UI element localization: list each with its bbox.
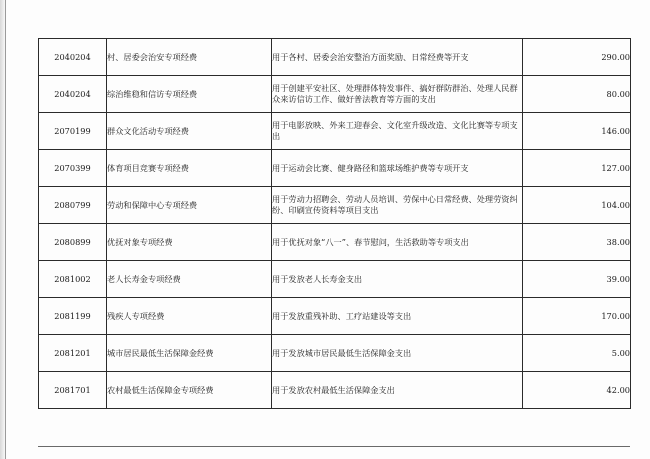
table-bottom-rule xyxy=(38,446,630,447)
item-code: 2081002 xyxy=(39,261,107,298)
item-description: 用于运动会比赛、健身路径和篮球场维护费等专项开支 xyxy=(272,150,523,187)
table-row xyxy=(39,335,631,372)
item-description: 用于优抚对象“八一”、春节慰问，生活救助等专项支出 xyxy=(272,224,523,261)
item-name: 残疾人专项经费 xyxy=(107,298,272,335)
item-amount: 290.00 xyxy=(523,39,631,76)
item-name: 体育项目竞赛专项经费 xyxy=(107,150,272,187)
item-description: 用于劳动力招聘会、劳动人员培训、劳保中心日常经费、处理劳资纠纷、印刷宣传资料等项目支出 xyxy=(272,187,523,224)
table-row xyxy=(39,113,631,150)
item-amount: 42.00 xyxy=(523,372,631,409)
item-code: 2080799 xyxy=(39,187,107,224)
item-description: 用于发放农村最低生活保障金支出 xyxy=(272,372,523,409)
item-name: 农村最低生活保障金专项经费 xyxy=(107,372,272,409)
table-row xyxy=(39,39,631,76)
item-description: 用于各村、居委会治安整治方面奖励、日常经费等开支 xyxy=(272,39,523,76)
item-code: 2040204 xyxy=(39,39,107,76)
item-description: 用于创建平安社区、处理群体特发事件、搞好群防群治、处理人民群众来访信访工作、做好普法教育等方面的支出 xyxy=(272,76,523,113)
item-code: 2040204 xyxy=(39,76,107,113)
item-amount: 38.00 xyxy=(523,224,631,261)
table-row xyxy=(39,187,631,224)
item-code: 2070199 xyxy=(39,113,107,150)
page-edge-line xyxy=(5,0,6,459)
item-description: 用于电影放映、外来工迎春会、文化室升级改造、文化比赛等专项支出 xyxy=(272,113,523,150)
budget-table-body xyxy=(39,39,631,409)
item-code: 2081701 xyxy=(39,372,107,409)
item-amount: 104.00 xyxy=(523,187,631,224)
item-name: 优抚对象专项经费 xyxy=(107,224,272,261)
item-description: 用于发放老人长寿金支出 xyxy=(272,261,523,298)
item-name: 老人长寿金专项经费 xyxy=(107,261,272,298)
item-name: 综治维稳和信访专项经费 xyxy=(107,76,272,113)
table-row xyxy=(39,150,631,187)
item-amount: 127.00 xyxy=(523,150,631,187)
item-name: 群众文化活动专项经费 xyxy=(107,113,272,150)
item-code: 2081201 xyxy=(39,335,107,372)
item-amount: 39.00 xyxy=(523,261,631,298)
item-amount: 80.00 xyxy=(523,76,631,113)
table-row xyxy=(39,224,631,261)
item-description: 用于发放城市居民最低生活保障金支出 xyxy=(272,335,523,372)
item-code: 2080899 xyxy=(39,224,107,261)
item-name: 城市居民最低生活保障金经费 xyxy=(107,335,272,372)
item-description: 用于发放重残补助、工疗站建设等支出 xyxy=(272,298,523,335)
item-amount: 146.00 xyxy=(523,113,631,150)
item-name: 劳动和保障中心专项经费 xyxy=(107,187,272,224)
item-amount: 5.00 xyxy=(523,335,631,372)
table-row xyxy=(39,298,631,335)
table-row xyxy=(39,261,631,298)
item-code: 2070399 xyxy=(39,150,107,187)
table-row xyxy=(39,76,631,113)
item-name: 村、居委会治安专项经费 xyxy=(107,39,272,76)
item-amount: 170.00 xyxy=(523,298,631,335)
table-row xyxy=(39,372,631,409)
budget-table xyxy=(38,38,631,409)
item-code: 2081199 xyxy=(39,298,107,335)
